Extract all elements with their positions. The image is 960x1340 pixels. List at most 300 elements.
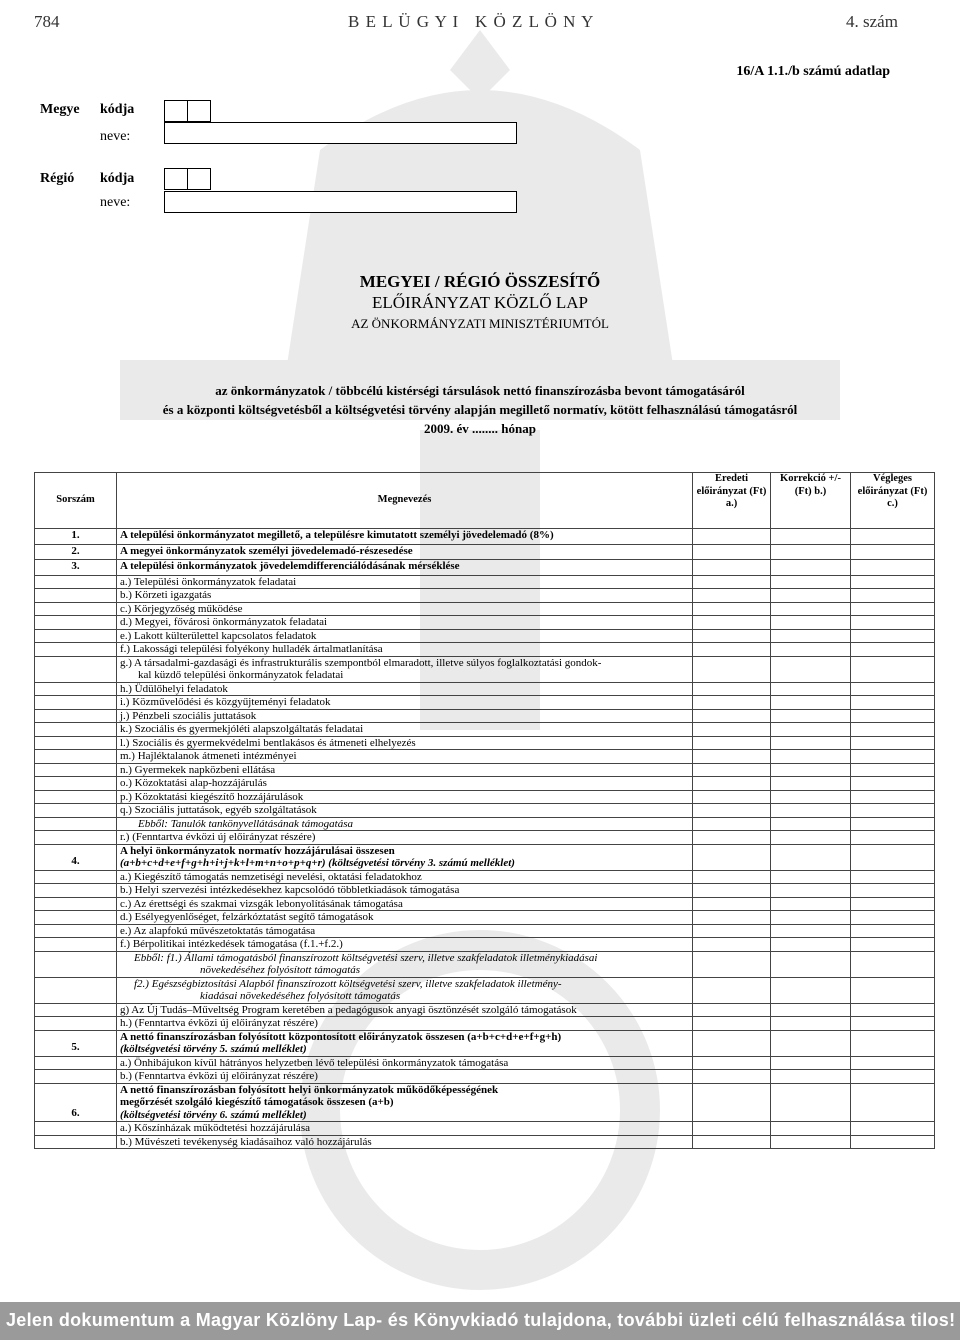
row-number (35, 831, 117, 845)
value-cell-eredeti[interactable] (693, 777, 771, 791)
row-number (35, 602, 117, 616)
issue-number: 4. szám (846, 12, 898, 31)
row-label (117, 560, 693, 576)
row-number (35, 938, 117, 952)
region-name-label: neve: (100, 195, 131, 210)
row-label (117, 544, 693, 560)
value-cell-korrekcio[interactable] (771, 777, 851, 791)
row-label (117, 977, 693, 1003)
value-cell-vegleges[interactable] (851, 804, 935, 818)
row-label-line: b.) Körzeti igazgatás (120, 589, 212, 601)
col-header-eredeti: Eredeti előirányzat (Ft) a.) (693, 473, 771, 529)
value-cell-vegleges[interactable] (851, 844, 935, 870)
row-number (35, 750, 117, 764)
journal-title: B E L Ü G Y I K Ö Z L Ö N Y (348, 12, 595, 31)
table-row (35, 938, 935, 952)
row-number (35, 682, 117, 696)
table-row (35, 544, 935, 560)
region-code-label: kódja (100, 171, 135, 186)
value-cell-eredeti[interactable] (693, 575, 771, 589)
row-label-line: (a+b+c+d+e+f+g+h+i+j+k+l+m+n+o+p+q+r) (költségvetési törvény 3. számú melléklet) (120, 857, 515, 869)
value-cell-korrekcio[interactable] (771, 602, 851, 616)
row-label-line: A helyi önkormányzatok normatív hozzájárulásai összesen (120, 844, 395, 857)
value-cell-korrekcio[interactable] (771, 790, 851, 804)
value-cell-vegleges[interactable] (851, 529, 935, 545)
row-number (35, 1122, 117, 1136)
row-label-line: l.) Szociális és gyermekvédelmi bentlakásos és átmeneti elhelyezés (120, 736, 416, 749)
row-label-line: b.) Helyi szervezési intézkedésekhez kapcsolódó többletkiadások támogatása (120, 884, 460, 896)
value-cell-vegleges[interactable] (851, 831, 935, 845)
value-cell-eredeti[interactable] (693, 924, 771, 938)
table-row (35, 884, 935, 898)
value-cell-vegleges[interactable] (851, 1083, 935, 1122)
value-cell-korrekcio[interactable] (771, 656, 851, 682)
row-label (117, 750, 693, 764)
row-label (117, 924, 693, 938)
value-cell-vegleges[interactable] (851, 682, 935, 696)
table-row (35, 1056, 935, 1070)
table-row (35, 951, 935, 977)
value-cell-eredeti[interactable] (693, 709, 771, 723)
row-label (117, 831, 693, 845)
table-row (35, 844, 935, 870)
row-label-line: kal küzdő települési önkormányzatok feladatai (138, 669, 344, 681)
value-cell-eredeti[interactable] (693, 763, 771, 777)
value-cell-korrekcio[interactable] (771, 977, 851, 1003)
row-number (35, 696, 117, 710)
row-number (35, 977, 117, 1003)
table-row (35, 817, 935, 831)
county-code-box-1[interactable] (164, 100, 188, 122)
row-number (35, 804, 117, 818)
row-label (117, 589, 693, 603)
value-cell-korrekcio[interactable] (771, 750, 851, 764)
row-number (35, 709, 117, 723)
row-label-line: megőrzését szolgáló kiegészítő támogatások összesen (a+b) (120, 1096, 394, 1108)
value-cell-korrekcio[interactable] (771, 884, 851, 898)
value-cell-eredeti[interactable] (693, 696, 771, 710)
table-row (35, 977, 935, 1003)
row-number (35, 817, 117, 831)
value-cell-eredeti[interactable] (693, 544, 771, 560)
row-label (117, 616, 693, 630)
row-label (117, 897, 693, 911)
row-number (35, 1070, 117, 1084)
table-row (35, 750, 935, 764)
value-cell-vegleges[interactable] (851, 924, 935, 938)
value-cell-eredeti[interactable] (693, 1030, 771, 1056)
value-cell-vegleges[interactable] (851, 817, 935, 831)
value-cell-vegleges[interactable] (851, 790, 935, 804)
value-cell-korrekcio[interactable] (771, 575, 851, 589)
row-label-line: k.) Szociális és gyermekjóléti alapszolgáltatás feladatai (120, 723, 364, 735)
row-label-line: q.) Szociális juttatások, egyéb szolgáltatások (120, 804, 317, 816)
row-label-line: f.) Lakossági települési folyékony hulladék ártalmatlanítása (120, 643, 383, 655)
table-row (35, 560, 935, 576)
value-cell-korrekcio[interactable] (771, 817, 851, 831)
value-cell-vegleges[interactable] (851, 589, 935, 603)
value-cell-korrekcio[interactable] (771, 1122, 851, 1136)
value-cell-vegleges[interactable] (851, 1056, 935, 1070)
value-cell-eredeti[interactable] (693, 643, 771, 657)
row-label-line: (költségvetési törvény 6. számú melléklet) (120, 1108, 307, 1121)
region-code-box-1[interactable] (164, 168, 188, 190)
value-cell-vegleges[interactable] (851, 656, 935, 682)
value-cell-korrekcio[interactable] (771, 1135, 851, 1149)
row-label-line: b.) (Fenntartva évközi új előirányzat részére) (120, 1070, 318, 1082)
row-label-line: A települési önkormányzatok jövedelemdifferenciálódásának mérséklése (120, 560, 460, 572)
value-cell-korrekcio[interactable] (771, 1056, 851, 1070)
row-number (35, 1056, 117, 1070)
row-number: 6. (35, 1083, 117, 1122)
value-cell-eredeti[interactable] (693, 977, 771, 1003)
row-number (35, 924, 117, 938)
row-number (35, 616, 117, 630)
table-row (35, 1017, 935, 1031)
value-cell-vegleges[interactable] (851, 736, 935, 750)
row-number (35, 870, 117, 884)
table-row (35, 1083, 935, 1122)
table-row (35, 723, 935, 737)
row-number (35, 643, 117, 657)
row-label-line: n.) Gyermekek napközbeni ellátása (120, 763, 276, 776)
value-cell-eredeti[interactable] (693, 897, 771, 911)
value-cell-vegleges[interactable] (851, 750, 935, 764)
row-label-line: c.) Az érettségi és szakmai vizsgák lebonyolításának támogatása (120, 897, 403, 910)
row-label-line: h.) Üdülőhelyi feladatok (120, 682, 228, 695)
row-number (35, 777, 117, 791)
appropriations-table (34, 472, 935, 1149)
value-cell-eredeti[interactable] (693, 938, 771, 952)
value-cell-eredeti[interactable] (693, 884, 771, 898)
row-label (117, 884, 693, 898)
value-cell-eredeti[interactable] (693, 817, 771, 831)
value-cell-korrekcio[interactable] (771, 629, 851, 643)
row-number (35, 656, 117, 682)
title-line-2: ELŐIRÁNYZAT KÖZLŐ LAP (372, 293, 588, 312)
table-row (35, 870, 935, 884)
row-number (35, 723, 117, 737)
value-cell-vegleges[interactable] (851, 1070, 935, 1084)
row-number (35, 629, 117, 643)
value-cell-vegleges[interactable] (851, 1122, 935, 1136)
value-cell-korrekcio[interactable] (771, 1017, 851, 1031)
table-row (35, 763, 935, 777)
table-row (35, 911, 935, 925)
table-row (35, 897, 935, 911)
value-cell-eredeti[interactable] (693, 831, 771, 845)
county-label: Megye (40, 102, 80, 117)
subtitle-line-3: 2009. év ........ hónap (424, 421, 536, 436)
row-label (117, 1056, 693, 1070)
title-line-1: MEGYEI / RÉGIÓ ÖSSZESÍTŐ (359, 272, 601, 291)
value-cell-vegleges[interactable] (851, 977, 935, 1003)
value-cell-korrekcio[interactable] (771, 560, 851, 576)
row-label-line: a.) Kőszínházak működtetési hozzájárulása (120, 1122, 310, 1134)
value-cell-korrekcio[interactable] (771, 831, 851, 845)
value-cell-korrekcio[interactable] (771, 804, 851, 818)
table-row (35, 924, 935, 938)
row-number: 4. (35, 844, 117, 870)
value-cell-eredeti[interactable] (693, 529, 771, 545)
col-header-megnevezes: Megnevezés (117, 473, 693, 529)
col-header-sorszam: Sorszám (35, 473, 117, 529)
value-cell-vegleges[interactable] (851, 709, 935, 723)
value-cell-eredeti[interactable] (693, 682, 771, 696)
row-label (117, 1070, 693, 1084)
col-header-korrekcio: Korrekció +/- (Ft) b.) (771, 473, 851, 529)
value-cell-korrekcio[interactable] (771, 844, 851, 870)
value-cell-korrekcio[interactable] (771, 870, 851, 884)
row-label (117, 1122, 693, 1136)
table-row (35, 616, 935, 630)
row-label (117, 1030, 693, 1056)
county-name-label: neve: (100, 129, 131, 144)
row-label-line: c.) Körjegyzőség működése (120, 602, 243, 615)
table-row (35, 777, 935, 791)
table-row (35, 602, 935, 616)
row-label-line: e.) Az alapfokú művészetoktatás támogatása (120, 924, 316, 937)
value-cell-eredeti[interactable] (693, 629, 771, 643)
value-cell-eredeti[interactable] (693, 656, 771, 682)
row-label-line: p.) Közoktatási kiegészítő hozzájárulások (120, 790, 304, 803)
row-label (117, 709, 693, 723)
row-label-line: A megyei önkormányzatok személyi jövedelemadó-részesedése (120, 544, 413, 557)
row-label (117, 1135, 693, 1149)
value-cell-vegleges[interactable] (851, 696, 935, 710)
value-cell-eredeti[interactable] (693, 870, 771, 884)
row-number: 3. (35, 560, 117, 576)
row-number (35, 736, 117, 750)
row-number (35, 951, 117, 977)
row-label (117, 790, 693, 804)
row-label (117, 643, 693, 657)
row-number (35, 1003, 117, 1017)
value-cell-vegleges[interactable] (851, 1135, 935, 1149)
table-row (35, 736, 935, 750)
value-cell-vegleges[interactable] (851, 723, 935, 737)
row-label (117, 1083, 693, 1122)
value-cell-eredeti[interactable] (693, 750, 771, 764)
value-cell-korrekcio[interactable] (771, 736, 851, 750)
row-label (117, 696, 693, 710)
value-cell-korrekcio[interactable] (771, 1003, 851, 1017)
row-label-line: Ebből: f1.) Állami támogatásból finanszírozott költségvetési szerv, illetve szakfeladatok illetménykiadásai (134, 951, 598, 964)
value-cell-eredeti[interactable] (693, 736, 771, 750)
row-number (35, 575, 117, 589)
row-label (117, 629, 693, 643)
value-cell-korrekcio[interactable] (771, 682, 851, 696)
row-label (117, 1017, 693, 1031)
row-label-line: A települési önkormányzatot megillető, a településre kimutatott személyi jövedelemadó (8%) (120, 529, 554, 541)
table-row (35, 1030, 935, 1056)
row-label-line: f.) Bérpolitikai intézkedések támogatása (f.1.+f.2.) (120, 938, 343, 950)
row-label-line: m.) Hajléktalanok átmeneti intézményei (120, 750, 297, 762)
row-label-line: a.) Önhibájukon kívül hátrányos helyzetben lévő települési önkormányzatok támogatása (120, 1056, 509, 1069)
value-cell-eredeti[interactable] (693, 1135, 771, 1149)
row-label (117, 736, 693, 750)
value-cell-eredeti[interactable] (693, 804, 771, 818)
value-cell-vegleges[interactable] (851, 1003, 935, 1017)
row-label-line: A nettó finanszírozásban folyósított központosított előirányzatok összesen (a+b+c+d+e+f+g+h) (120, 1030, 562, 1043)
row-label (117, 1003, 693, 1017)
table-row (35, 1070, 935, 1084)
row-label (117, 911, 693, 925)
row-label-line: növekedéséhez folyósított támogatás (200, 964, 361, 976)
region-code-box-2[interactable] (187, 168, 211, 190)
value-cell-eredeti[interactable] (693, 589, 771, 603)
value-cell-eredeti[interactable] (693, 951, 771, 977)
row-label (117, 575, 693, 589)
row-label-line: a.) Települési önkormányzatok feladatai (120, 575, 297, 588)
value-cell-korrekcio[interactable] (771, 763, 851, 777)
value-cell-vegleges[interactable] (851, 951, 935, 977)
value-cell-eredeti[interactable] (693, 560, 771, 576)
value-cell-korrekcio[interactable] (771, 951, 851, 977)
subtitle-line-2: és a központi költségvetésből a költségvetési törvény alapján megillető normatív, kötött felhasználású támogatásról (162, 402, 798, 417)
row-label (117, 844, 693, 870)
row-label-line: a.) Kiegészítő támogatás nemzetiségi nevelési, oktatási feladatokhoz (120, 870, 422, 883)
value-cell-eredeti[interactable] (693, 1056, 771, 1070)
table-row (35, 629, 935, 643)
table-row (35, 1003, 935, 1017)
value-cell-vegleges[interactable] (851, 763, 935, 777)
row-number (35, 790, 117, 804)
value-cell-korrekcio[interactable] (771, 1030, 851, 1056)
value-cell-korrekcio[interactable] (771, 924, 851, 938)
row-number (35, 1135, 117, 1149)
table-row (35, 529, 935, 545)
row-label-line: j.) Pénzbeli szociális juttatások (120, 709, 257, 722)
value-cell-eredeti[interactable] (693, 911, 771, 925)
value-cell-vegleges[interactable] (851, 629, 935, 643)
row-label (117, 602, 693, 616)
value-cell-vegleges[interactable] (851, 870, 935, 884)
value-cell-eredeti[interactable] (693, 1122, 771, 1136)
title-line-3: AZ ÖNKORMÁNYZATI MINISZTÉRIUMTÓL (351, 316, 609, 331)
value-cell-vegleges[interactable] (851, 560, 935, 576)
value-cell-eredeti[interactable] (693, 723, 771, 737)
row-label (117, 529, 693, 545)
table-row (35, 696, 935, 710)
value-cell-vegleges[interactable] (851, 911, 935, 925)
row-label-line: i.) Közművelődési és közgyűjteményi feladatok (120, 696, 331, 708)
row-number: 5. (35, 1030, 117, 1056)
table-row (35, 831, 935, 845)
row-label (117, 938, 693, 952)
row-label-line: r.) (Fenntartva évközi új előirányzat részére) (120, 831, 316, 843)
row-number: 1. (35, 529, 117, 545)
row-label-line: g) Az Új Tudás–Műveltség Program keretében a pedagógusok anyagi ösztönzését szolgáló támogatások (120, 1003, 577, 1016)
value-cell-eredeti[interactable] (693, 1017, 771, 1031)
value-cell-eredeti[interactable] (693, 602, 771, 616)
value-cell-vegleges[interactable] (851, 897, 935, 911)
value-cell-vegleges[interactable] (851, 938, 935, 952)
value-cell-eredeti[interactable] (693, 1070, 771, 1084)
value-cell-korrekcio[interactable] (771, 616, 851, 630)
county-name-field[interactable] (164, 122, 517, 144)
value-cell-eredeti[interactable] (693, 790, 771, 804)
row-label (117, 723, 693, 737)
county-code-box-2[interactable] (187, 100, 211, 122)
row-label-line: d.) Megyei, fővárosi önkormányzatok feladatai (120, 616, 328, 628)
value-cell-korrekcio[interactable] (771, 897, 851, 911)
row-number (35, 763, 117, 777)
row-number (35, 1017, 117, 1031)
value-cell-vegleges[interactable] (851, 777, 935, 791)
row-label (117, 777, 693, 791)
region-name-field[interactable] (164, 191, 517, 213)
row-number (35, 897, 117, 911)
subtitle-line-1: az önkormányzatok / többcélú kistérségi társulások nettó finanszírozásba bevont támogatásáról (215, 383, 745, 398)
copyright-footer (0, 1302, 960, 1340)
value-cell-korrekcio[interactable] (771, 709, 851, 723)
value-cell-vegleges[interactable] (851, 616, 935, 630)
table-row (35, 1135, 935, 1149)
row-label (117, 804, 693, 818)
county-code-label: kódja (100, 102, 135, 117)
value-cell-korrekcio[interactable] (771, 911, 851, 925)
table-row (35, 656, 935, 682)
value-cell-korrekcio[interactable] (771, 529, 851, 545)
table-row (35, 804, 935, 818)
value-cell-vegleges[interactable] (851, 1030, 935, 1056)
value-cell-vegleges[interactable] (851, 1017, 935, 1031)
row-label (117, 817, 693, 831)
row-label-line: f2.) Egészségbiztosítási Alapból finanszírozott költségvetési szerv, illetve szakfeladatok illetmény- (134, 977, 562, 990)
col-header-vegleges: Végleges előirányzat (Ft) c.) (851, 473, 935, 529)
row-label-line: (költségvetési törvény 5. számú melléklet) (120, 1043, 307, 1055)
value-cell-vegleges[interactable] (851, 575, 935, 589)
row-label (117, 951, 693, 977)
row-number: 2. (35, 544, 117, 560)
value-cell-korrekcio[interactable] (771, 544, 851, 560)
row-label-line: d.) Esélyegyenlőséget, felzárkóztatást segítő támogatások (120, 911, 374, 923)
value-cell-vegleges[interactable] (851, 884, 935, 898)
value-cell-korrekcio[interactable] (771, 696, 851, 710)
value-cell-vegleges[interactable] (851, 643, 935, 657)
row-label-line: g.) A társadalmi-gazdasági és infrastrukturális szempontból elmaradott, illetve súlyos foglalkoztatási gondok- (120, 656, 602, 669)
row-label-line: o.) Közoktatási alap-hozzájárulás (120, 777, 267, 789)
page-number: 784 (34, 12, 60, 31)
row-number (35, 884, 117, 898)
form-id: 16/A 1.1./b számú adatlap (736, 64, 890, 79)
value-cell-vegleges[interactable] (851, 602, 935, 616)
row-label (117, 870, 693, 884)
table-row (35, 589, 935, 603)
value-cell-korrekcio[interactable] (771, 589, 851, 603)
row-label (117, 763, 693, 777)
value-cell-korrekcio[interactable] (771, 643, 851, 657)
value-cell-korrekcio[interactable] (771, 1083, 851, 1122)
value-cell-korrekcio[interactable] (771, 1070, 851, 1084)
value-cell-eredeti[interactable] (693, 1083, 771, 1122)
table-row (35, 643, 935, 657)
value-cell-eredeti[interactable] (693, 844, 771, 870)
value-cell-vegleges[interactable] (851, 544, 935, 560)
row-label-line: e.) Lakott külterülettel kapcsolatos feladatok (120, 629, 317, 642)
region-label: Régió (40, 171, 75, 186)
value-cell-korrekcio[interactable] (771, 723, 851, 737)
value-cell-eredeti[interactable] (693, 1003, 771, 1017)
table-row (35, 709, 935, 723)
row-label (117, 656, 693, 682)
copyright-text: Jelen dokumentum a Magyar Közlöny Lap- és Könyvkiadó tulajdona, további üzleti célú felhasználása tilos! (6, 1310, 956, 1330)
table-row (35, 682, 935, 696)
value-cell-eredeti[interactable] (693, 616, 771, 630)
value-cell-korrekcio[interactable] (771, 938, 851, 952)
table-row (35, 575, 935, 589)
